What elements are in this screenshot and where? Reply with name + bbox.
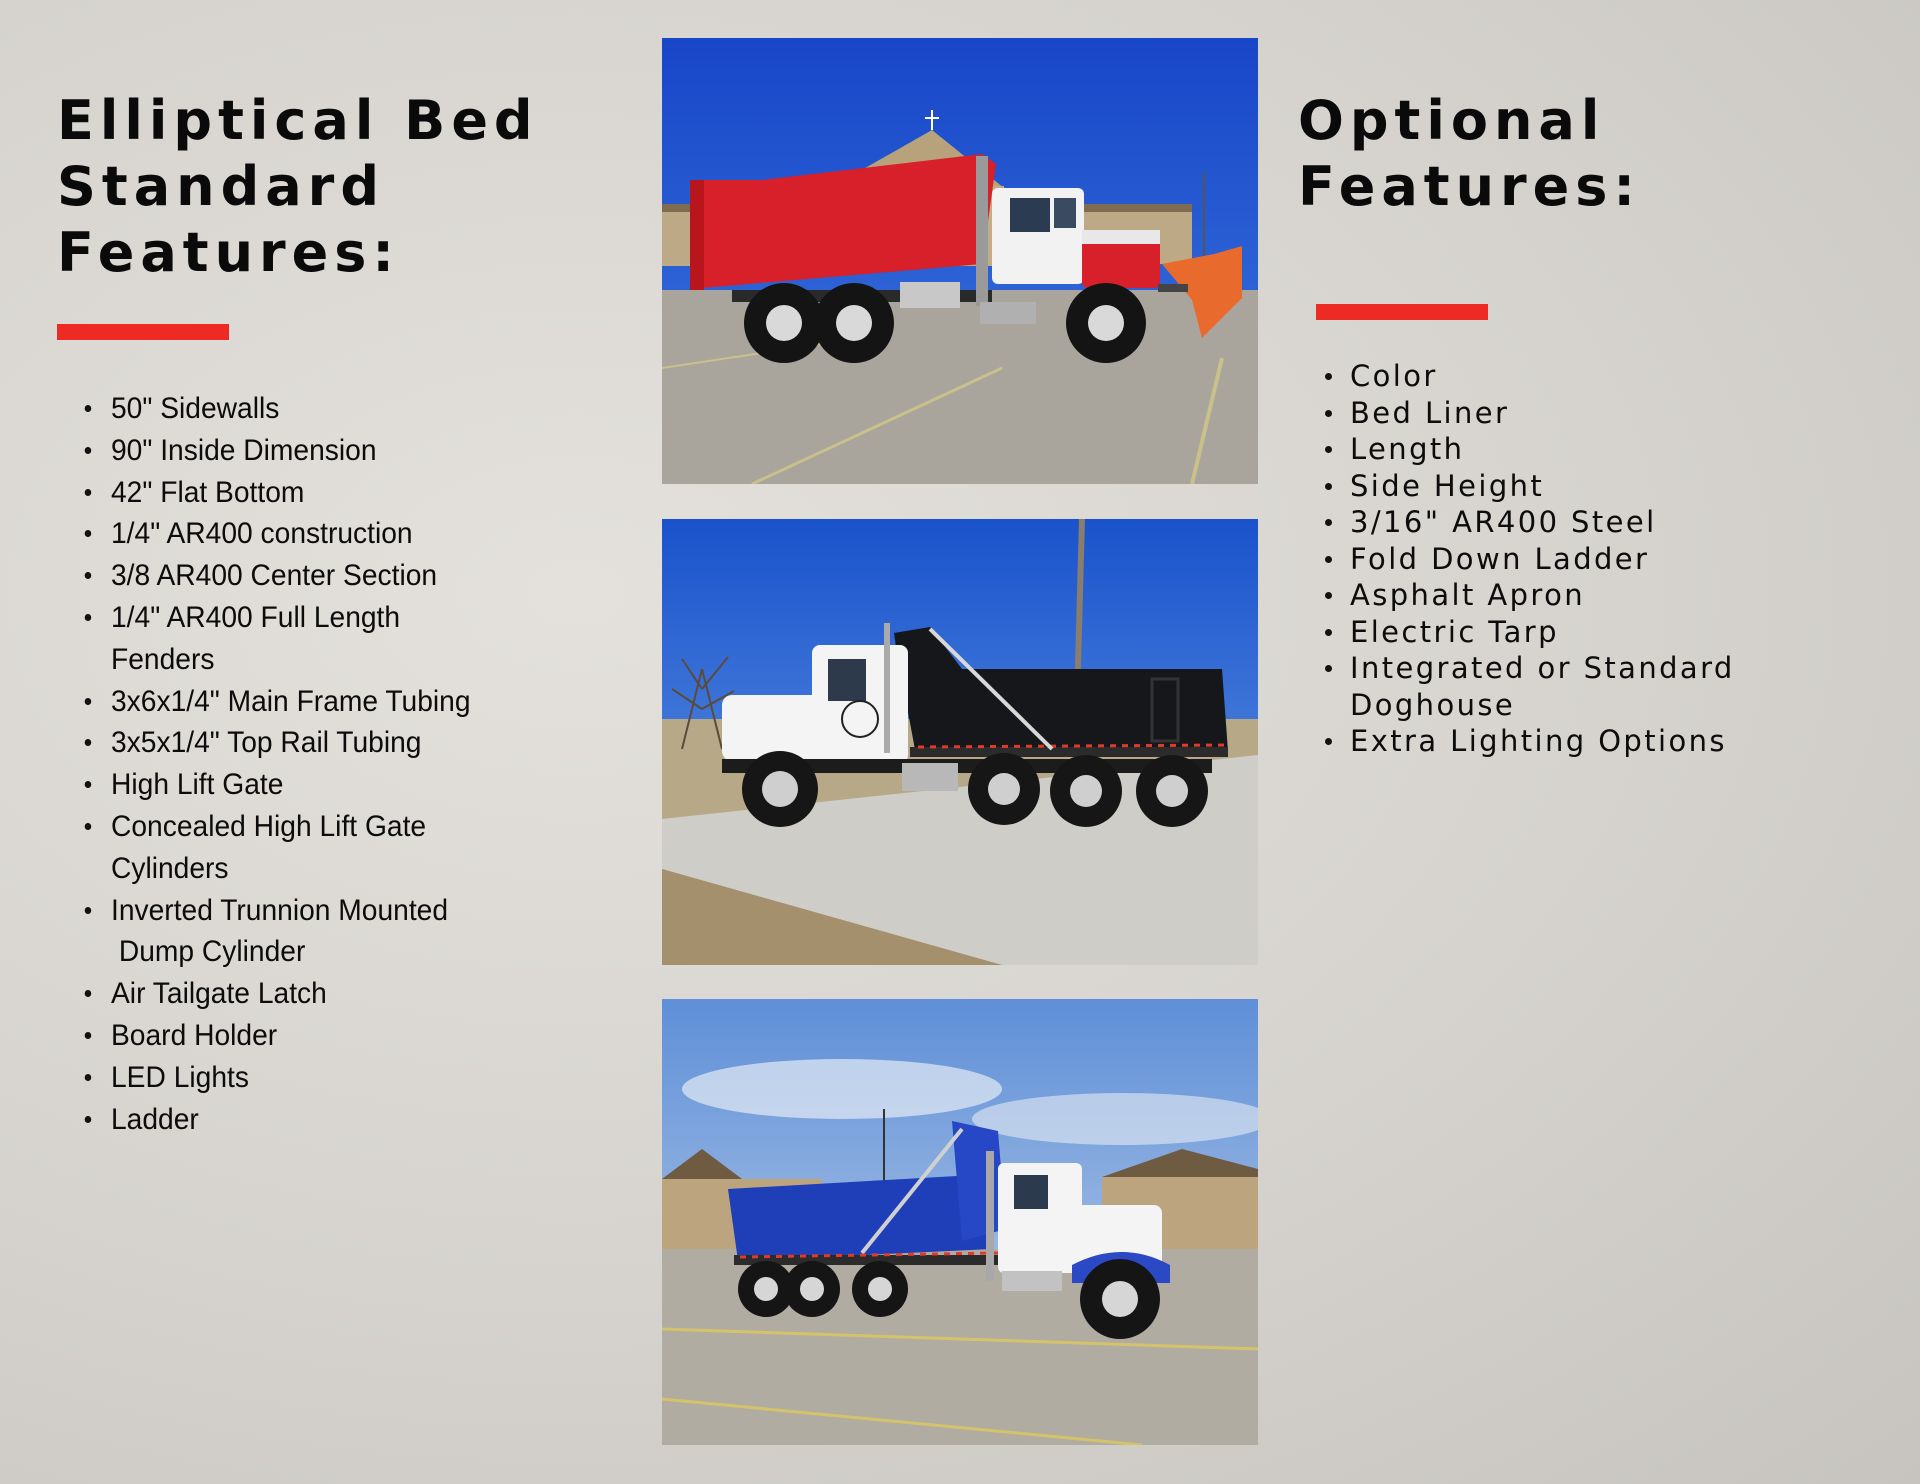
- feature-list-item: [1350, 431, 1858, 468]
- feature-list-item: [1350, 358, 1858, 395]
- heading-line: Optional: [1298, 89, 1606, 152]
- feature-label: 3x6x1/4" Main Frame Tubing: [111, 684, 471, 718]
- feature-list-item: [111, 1057, 587, 1099]
- heading-line: Standard: [57, 155, 385, 218]
- feature-label: 50" Sidewalls: [111, 392, 280, 425]
- feature-label: Color: [1350, 359, 1438, 393]
- red-divider: [57, 324, 229, 340]
- feature-list-item: [1350, 650, 1858, 723]
- feature-label: Extra Lighting Options: [1350, 724, 1727, 758]
- feature-label: Integrated or Standard Doghouse: [1350, 651, 1735, 722]
- feature-label: Side Height: [1350, 468, 1545, 503]
- feature-label: Electric Tarp: [1350, 614, 1559, 649]
- optional-features-column: [1298, 88, 1858, 760]
- heading-line: Features:: [57, 221, 401, 284]
- red-divider: [1316, 304, 1488, 320]
- feature-list-item: [111, 597, 587, 681]
- heading-line: Features:: [1298, 155, 1642, 218]
- feature-label: 90" Inside Dimension: [111, 433, 377, 467]
- feature-list-item: [1350, 614, 1858, 651]
- feature-label: Length: [1350, 432, 1465, 466]
- feature-label: 3/8 AR400 Center Section: [111, 559, 438, 593]
- standard-features-heading: [57, 88, 617, 286]
- feature-list-item: [111, 764, 587, 806]
- feature-list-item: [1350, 577, 1858, 614]
- feature-list-item: [111, 1015, 587, 1057]
- feature-list-item: [111, 555, 587, 597]
- heading-line: Elliptical Bed: [57, 89, 539, 152]
- standard-features-list: [57, 388, 617, 1140]
- feature-label: Concealed High Lift Gate Cylinders: [111, 809, 427, 885]
- feature-list-item: [111, 388, 587, 430]
- standard-features-column: [57, 88, 617, 1140]
- feature-label: LED Lights: [111, 1060, 249, 1094]
- feature-label: Fold Down Ladder: [1350, 541, 1650, 576]
- feature-list-item: [111, 890, 587, 974]
- feature-label: 42" Flat Bottom: [111, 475, 305, 509]
- blue-dump-truck-photo: [662, 999, 1258, 1445]
- feature-list-item: [111, 681, 587, 723]
- optional-features-heading: [1298, 88, 1858, 220]
- feature-list-item: [1350, 468, 1858, 505]
- black-dump-truck-photo: [662, 519, 1258, 965]
- feature-label: High Lift Gate: [111, 768, 284, 802]
- feature-label: 3x5x1/4" Top Rail Tubing: [111, 726, 422, 760]
- optional-features-list: [1298, 358, 1858, 760]
- feature-label: 1/4" AR400 construction: [111, 517, 413, 551]
- feature-list-item: [1350, 723, 1858, 760]
- feature-label: 3/16" AR400 Steel: [1350, 505, 1657, 539]
- feature-list-item: [111, 1099, 587, 1141]
- feature-list-item: [111, 722, 587, 764]
- feature-label: Board Holder: [111, 1018, 278, 1052]
- feature-list-item: [111, 513, 587, 555]
- red-dump-truck-with-snow-plow-photo: [662, 38, 1258, 484]
- feature-list-item: [111, 806, 587, 890]
- feature-list-item: [111, 472, 587, 514]
- feature-label: Bed Liner: [1350, 395, 1510, 430]
- feature-list-item: [111, 973, 587, 1015]
- feature-label: Inverted Trunnion Mounted Dump Cylinder: [111, 893, 449, 969]
- feature-label: Asphalt Apron: [1350, 578, 1586, 612]
- feature-list-item: [111, 430, 587, 472]
- feature-list-item: [1350, 395, 1858, 432]
- feature-label: Ladder: [111, 1102, 199, 1136]
- feature-label: Air Tailgate Latch: [111, 977, 327, 1011]
- feature-list-item: [1350, 541, 1858, 578]
- feature-label: 1/4" AR400 Full Length Fenders: [111, 600, 401, 676]
- feature-list-item: [1350, 504, 1858, 541]
